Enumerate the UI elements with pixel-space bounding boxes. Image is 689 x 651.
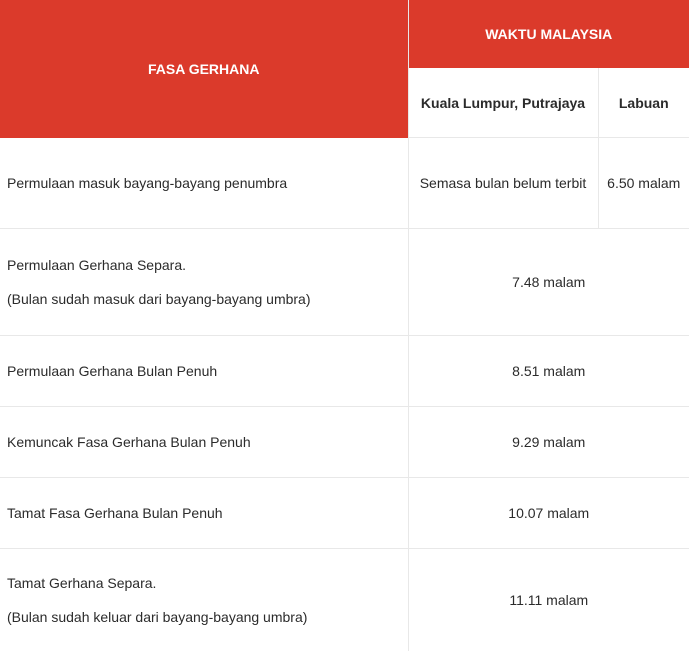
time-cell: 9.29 malam (408, 407, 689, 478)
table-row (0, 478, 689, 549)
table-row (0, 336, 689, 407)
time-cell: 10.07 malam (408, 478, 689, 549)
time-cell: 11.11 malam (408, 549, 689, 651)
phase-text: Permulaan Gerhana Separa. (7, 254, 408, 276)
time-cell: 8.51 malam (408, 336, 689, 407)
table-row (0, 229, 689, 336)
phase-note: (Bulan sudah keluar dari bayang-bayang umbra) (7, 606, 408, 628)
header-phase: FASA GERHANA (0, 0, 408, 138)
header-kuala-lumpur: Kuala Lumpur, Putrajaya (408, 68, 598, 138)
header-malaysia-time: WAKTU MALAYSIA (408, 0, 689, 68)
phase-text: Tamat Gerhana Separa. (7, 572, 408, 594)
phase-cell (0, 138, 408, 229)
phase-text: Kemuncak Fasa Gerhana Bulan Penuh (7, 431, 408, 453)
phase-cell (0, 407, 408, 478)
table-row (0, 407, 689, 478)
phase-note: (Bulan sudah masuk dari bayang-bayang umbra) (7, 288, 408, 310)
labuan-time-cell: 6.50 malam (598, 138, 689, 229)
phase-text: Tamat Fasa Gerhana Bulan Penuh (7, 502, 408, 524)
phase-cell (0, 478, 408, 549)
time-cell: 7.48 malam (408, 229, 689, 336)
kl-time-cell: Semasa bulan belum terbit (408, 138, 598, 229)
phase-text: Permulaan masuk bayang-bayang penumbra (7, 172, 408, 194)
table-row (0, 138, 689, 229)
header-labuan: Labuan (598, 68, 689, 138)
phase-text: Permulaan Gerhana Bulan Penuh (7, 360, 408, 382)
phase-cell (0, 336, 408, 407)
phase-cell (0, 229, 408, 336)
